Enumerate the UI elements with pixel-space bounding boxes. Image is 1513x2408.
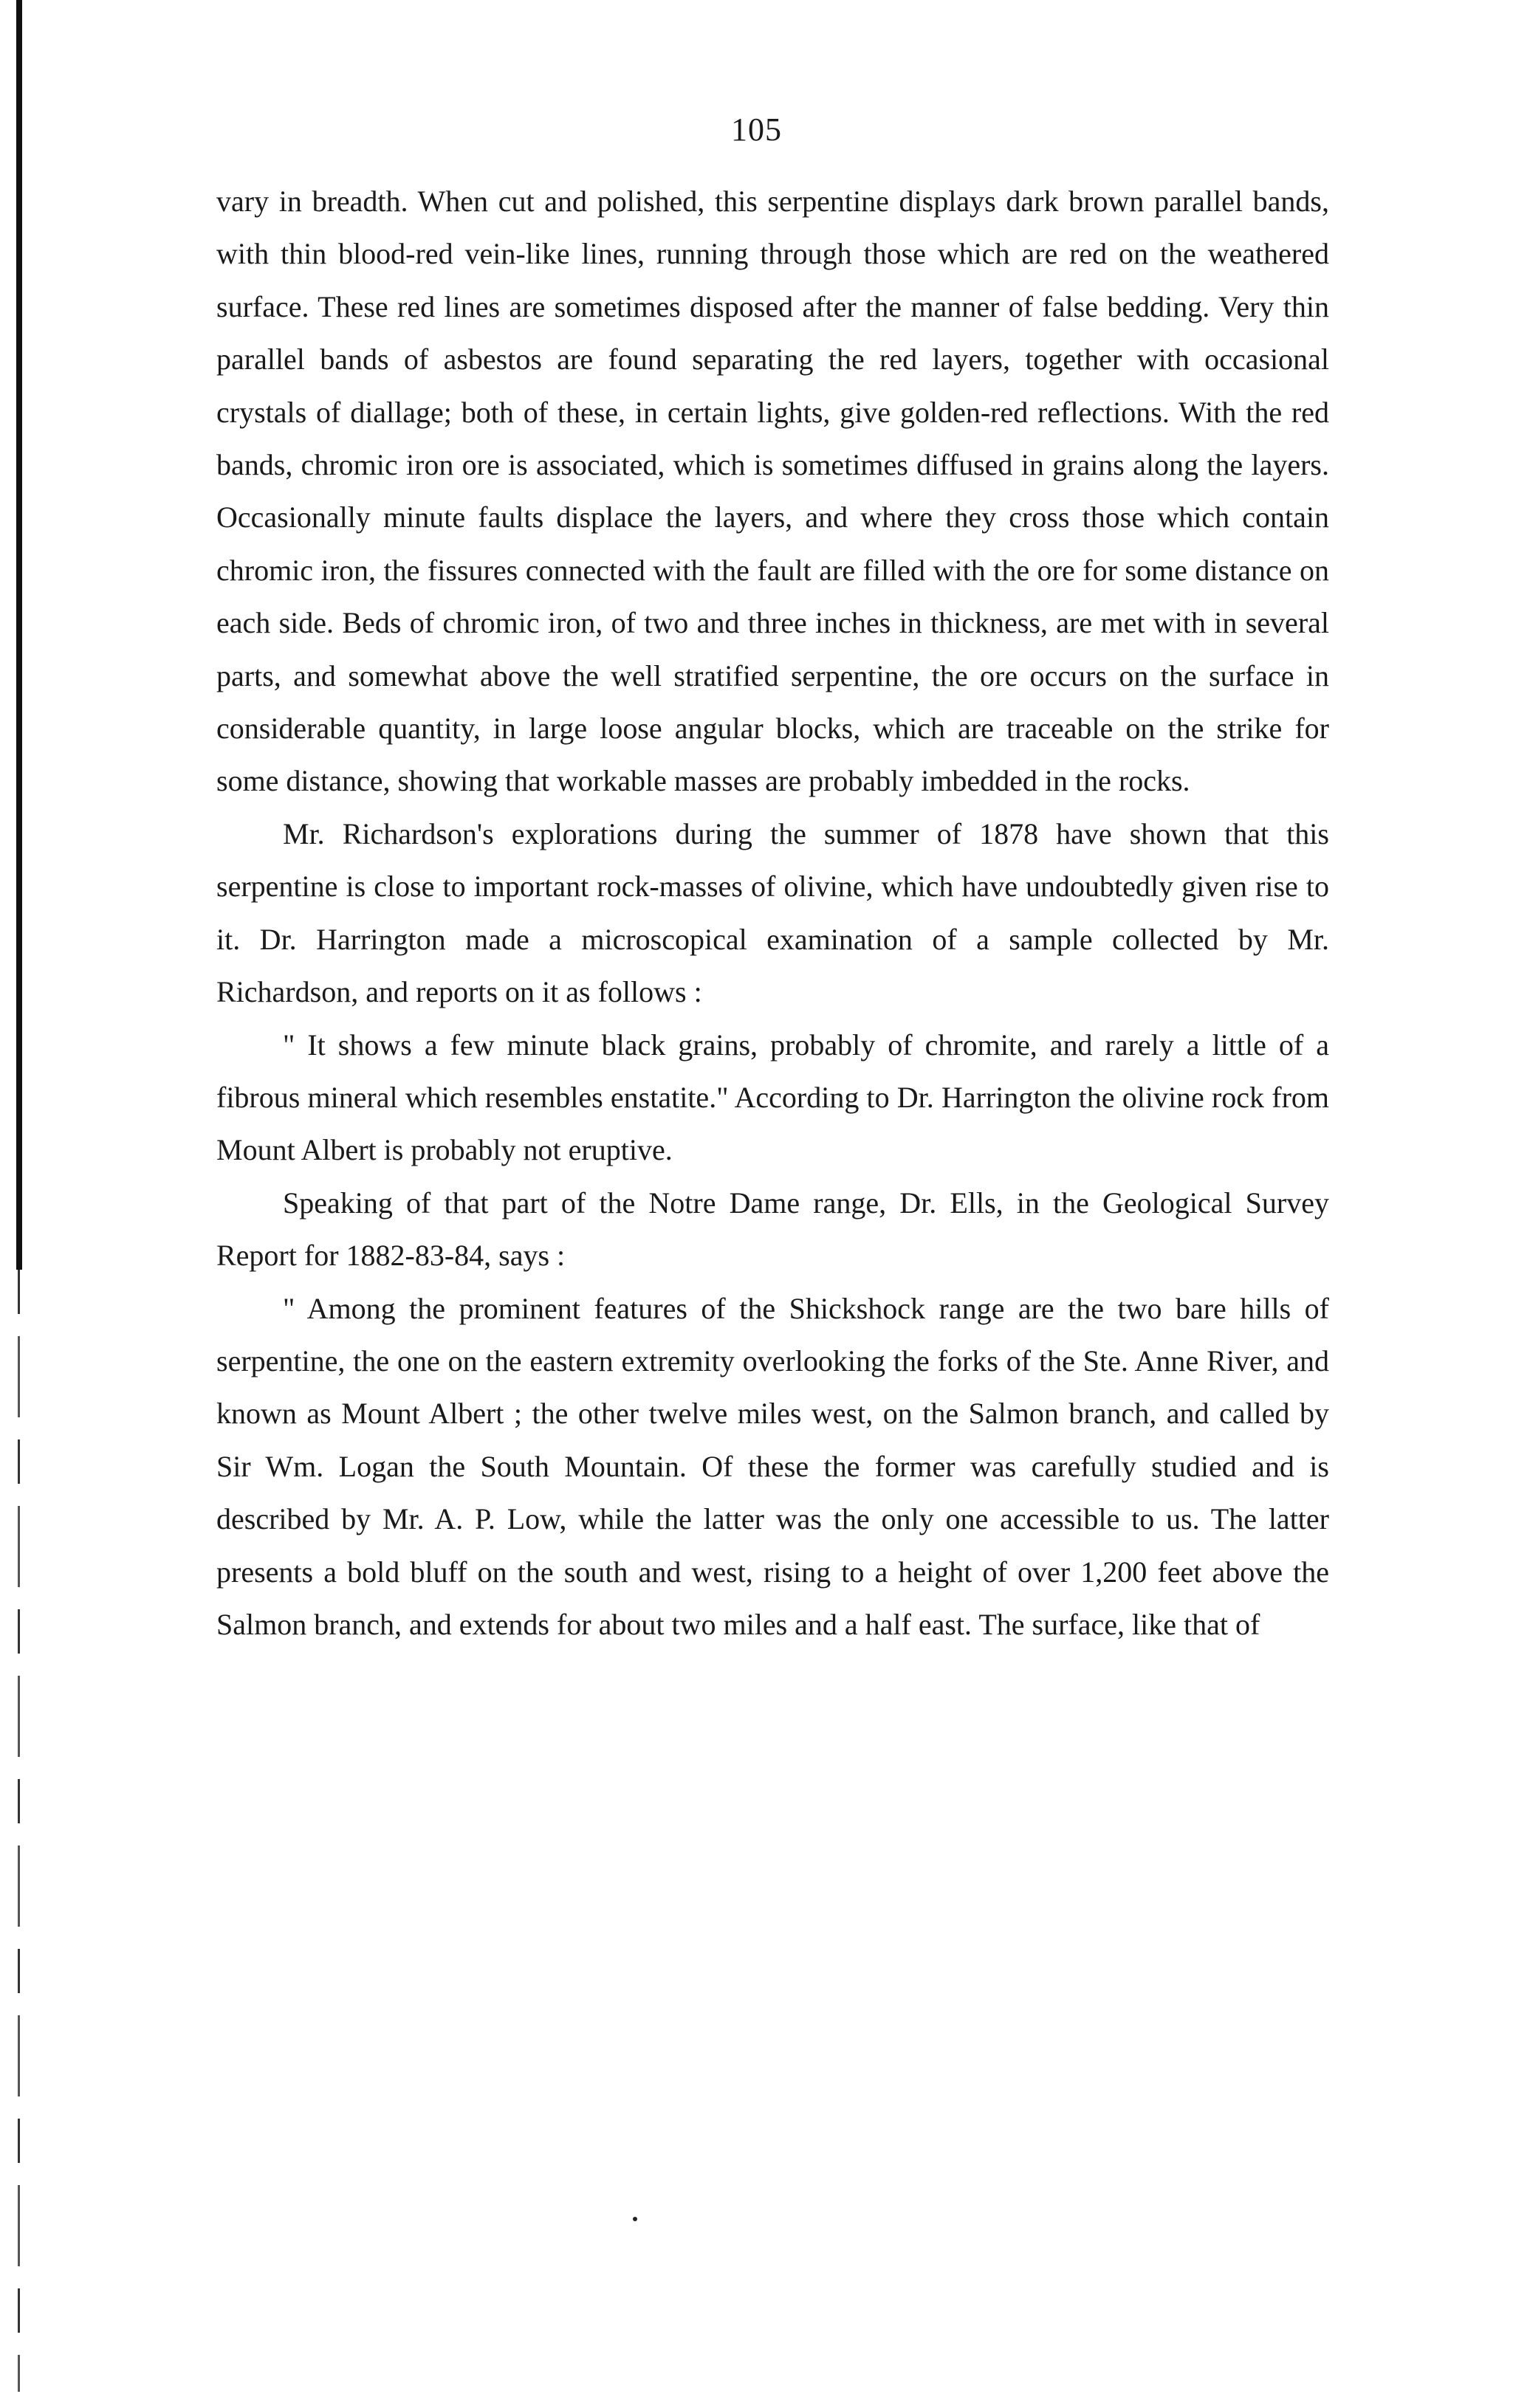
paragraph-serpentine-description: vary in breadth. When cut and polished, this serpentine displays dark brown parallel bands, with thin blood-red vein-like lines, running through those which are red on the weathered surface. These red lines are sometimes disposed after the manner of false bedding. Very thin parallel bands of asbestos are found separating the red layers, together with occasional crystals of diallage; both of these, in certain lights, give golden-red reflections. With the red bands, chromic iron ore is associated, which is sometimes diffused in grains along the layers. Occasionally minute faults displace the layers, and where they cross those which contain chromic iron, the fissures connected with the fault are filled with the ore for some distance on each side. Beds of chromic iron, of two and three inches in thickness, are met with in several parts, and somewhat above the well stratified serpentine, the ore occurs on the surface in considerable quantity, in large loose angular blocks, which are traceable on the strike for some distance, showing that workable masses are probably imbedded in the rocks.	[216, 185, 1329, 798]
paragraph-harrington-quote: " It shows a few minute black grains, probably of chromite, and rarely a little of a fibrous mineral which resembles enstatite." According to Dr. Harrington the olivine rock from Mount Albert is probably not eruptive.	[216, 1028, 1329, 1167]
binding-edge-rule-lower	[18, 1270, 20, 2392]
paragraph-ells-intro: Speaking of that part of the Notre Dame range, Dr. Ells, in the Geological Survey Report for 1882-83-84, says :	[216, 1186, 1329, 1273]
stray-mark	[633, 2217, 637, 2221]
page-number: 105	[731, 111, 782, 148]
paragraph-ells-quote: " Among the prominent features of the Shickshock range are the two bare hills of serpentine, the one on the eastern extremity overlooking the forks of the Ste. Anne River, and known as Mount Albert ; the other twelve miles west, on the Salmon branch, and called by Sir Wm. Logan the South Mountain. Of these the former was carefully studied and is described by Mr. A. P. Low, while the latter was the only one accessible to us. The latter presents a bold bluff on the south and west, rising to a height of over 1,200 feet above the Salmon branch, and extends for about two miles and a half east. The surface, like that of	[216, 1291, 1329, 1641]
binding-edge-rule	[16, 0, 22, 1270]
body-text	[216, 175, 1329, 1651]
paragraph-richardson-explorations: Mr. Richardson's explorations during the summer of 1878 have shown that this serpentine is close to important rock-masses of olivine, which have undoubtedly given rise to it. Dr. Harrington made a microscopical examination of a sample collected by Mr. Richardson, and reports on it as follows :	[216, 816, 1329, 1009]
